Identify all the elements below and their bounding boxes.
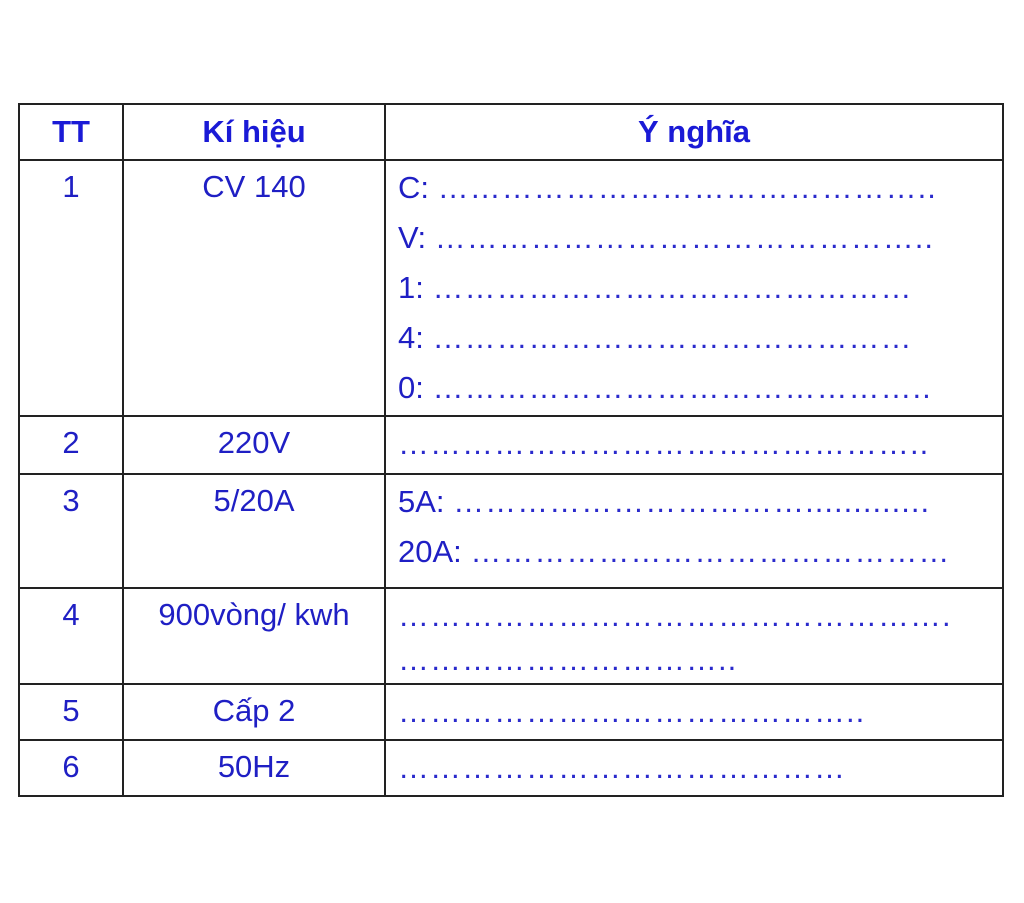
row-meaning: [385, 474, 1003, 588]
table-row: [19, 416, 1003, 474]
table-row: [19, 160, 1003, 416]
answer-blank[interactable]: ………………………………………: [470, 534, 951, 569]
row-meaning: [385, 160, 1003, 416]
header-tt: TT: [19, 104, 123, 160]
row-symbol: Cấp 2: [123, 684, 385, 740]
table-row: [19, 740, 1003, 796]
meaning-line[interactable]: [398, 219, 1002, 269]
answer-blank[interactable]: ……………………………………: [398, 750, 846, 785]
table-row: [19, 474, 1003, 588]
table-row: [19, 684, 1003, 740]
meaning-label: 4:: [398, 320, 424, 355]
answer-blank[interactable]: ………………………………………: [432, 270, 913, 305]
answer-blank[interactable]: ……………………………………..: [398, 694, 866, 729]
meaning-line[interactable]: [398, 425, 1002, 467]
meaning-line[interactable]: [398, 749, 1002, 791]
worksheet: [18, 103, 1002, 797]
row-number: 1: [19, 160, 123, 416]
meaning-label: V:: [398, 220, 427, 255]
meaning-label: 0:: [398, 370, 424, 405]
row-number: 2: [19, 416, 123, 474]
header-symbol: Kí hiệu: [123, 104, 385, 160]
answer-blank[interactable]: …………………………….............: [453, 484, 931, 519]
meaning-line[interactable]: [398, 319, 1002, 369]
meaning-label: 1:: [398, 270, 424, 305]
answer-blank[interactable]: ………………………………………..: [434, 220, 934, 255]
answer-blank[interactable]: ………………………………………..: [432, 370, 932, 405]
table-row: [19, 588, 1003, 684]
meaning-label: 20A:: [398, 534, 462, 569]
row-meaning: [385, 416, 1003, 474]
row-symbol: 220V: [123, 416, 385, 474]
answer-blank[interactable]: …………………………………………….: [398, 598, 952, 633]
meaning-line[interactable]: [398, 369, 1002, 411]
row-symbol: 5/20A: [123, 474, 385, 588]
meaning-line[interactable]: [398, 693, 1002, 735]
header-row: [19, 104, 1003, 160]
answer-blank[interactable]: …………………………..: [398, 642, 738, 677]
row-number: 4: [19, 588, 123, 684]
row-number: 6: [19, 740, 123, 796]
answer-blank[interactable]: ………………………………………: [432, 320, 913, 355]
row-meaning: [385, 740, 1003, 796]
meaning-label: 5A:: [398, 484, 445, 519]
row-symbol: 900vòng/ kwh: [123, 588, 385, 684]
meaning-line[interactable]: [398, 597, 1002, 641]
answer-blank[interactable]: ………………………………………..: [437, 170, 937, 205]
row-meaning: [385, 588, 1003, 684]
meaning-line[interactable]: [398, 533, 1002, 575]
meaning-line[interactable]: [398, 483, 1002, 533]
row-number: 5: [19, 684, 123, 740]
meter-symbols-table: [18, 103, 1004, 797]
meaning-label: C:: [398, 170, 429, 205]
row-meaning: [385, 684, 1003, 740]
row-symbol: 50Hz: [123, 740, 385, 796]
meaning-line[interactable]: [398, 641, 1002, 679]
meaning-line[interactable]: [398, 269, 1002, 319]
meaning-line[interactable]: [398, 169, 1002, 219]
answer-blank[interactable]: …………………………………………..: [398, 426, 930, 461]
header-meaning: Ý nghĩa: [385, 104, 1003, 160]
row-symbol: CV 140: [123, 160, 385, 416]
row-number: 3: [19, 474, 123, 588]
